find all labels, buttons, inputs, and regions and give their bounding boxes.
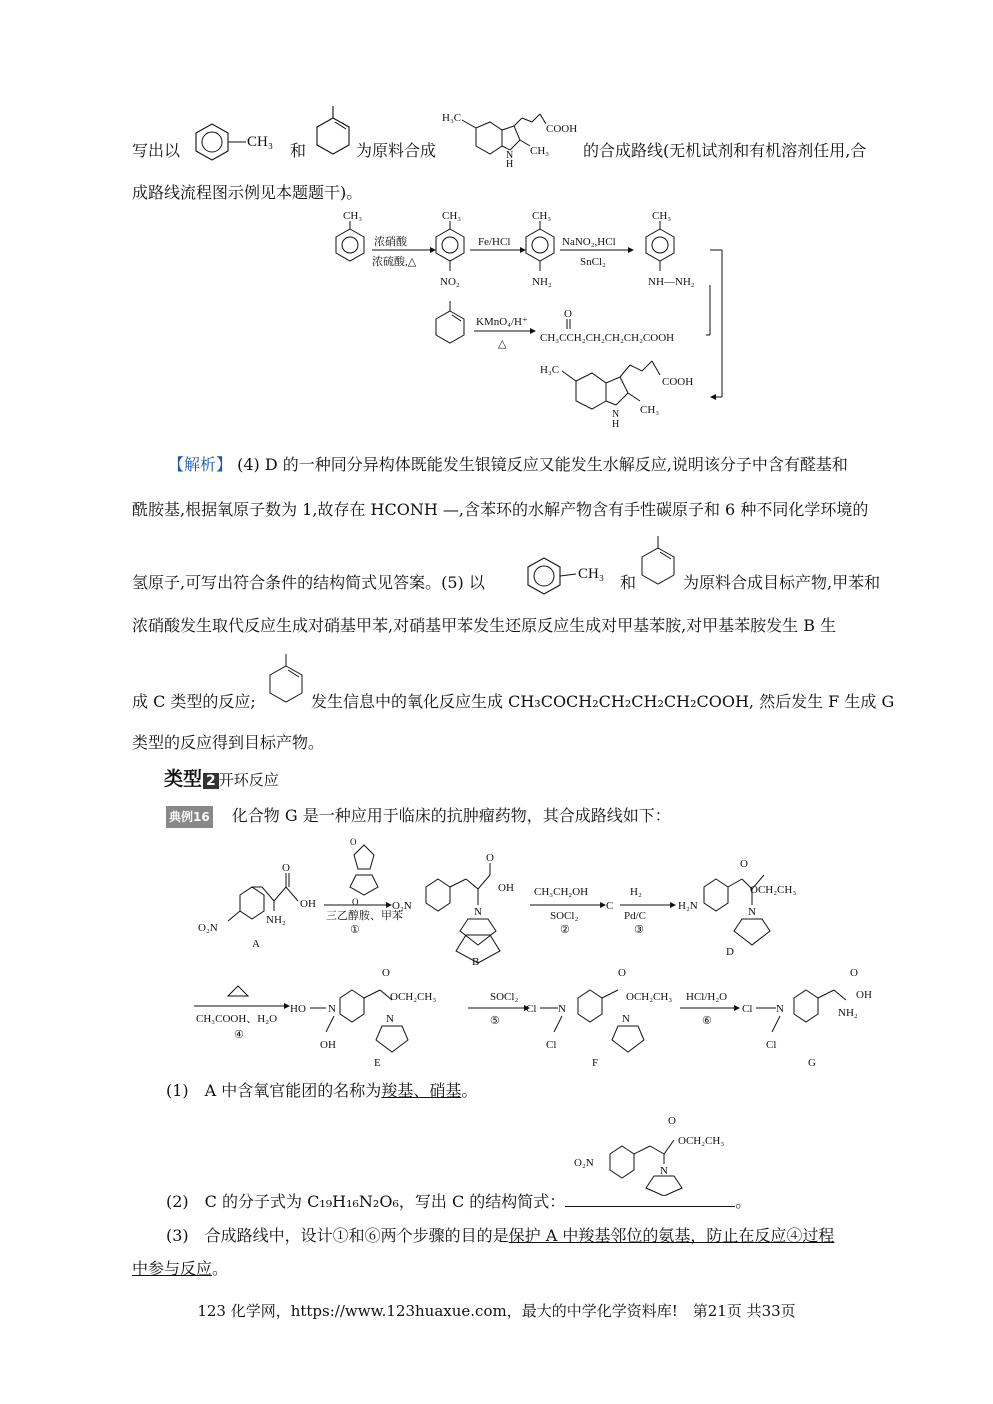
answer-structure-C: [572, 1110, 772, 1196]
question-3-end: 。: [212, 1259, 229, 1278]
step3-bottom: Pd/C: [624, 910, 647, 922]
question-1-answer: 羧基、硝基: [381, 1081, 462, 1100]
analysis-and: 和: [620, 573, 637, 592]
question-2: [166, 1192, 751, 1212]
type-heading: [164, 764, 279, 791]
route1-keto-formula: CH₃CCH₂CH₂CH₂CH₂COOH: [540, 332, 675, 344]
route1-arrow3-top: NaNO₂,HCl: [562, 236, 616, 248]
C-n: N: [660, 1165, 668, 1177]
C-o: O: [668, 1115, 676, 1127]
F-cl1: Cl: [526, 1003, 537, 1015]
intro-text-3: 的合成路线(无机试剂和有机溶剂任用,合: [583, 141, 867, 160]
indole-cooh-label: COOH: [546, 123, 578, 135]
B-o2n: O₂N: [392, 900, 412, 912]
question-1: [166, 1081, 477, 1101]
intro-text-1: 写出以: [132, 141, 181, 160]
type-heading-subtitle: 开环反应: [218, 771, 279, 789]
route1-arrow1-bottom: 浓硫酸,△: [372, 256, 417, 268]
C-och2ch3: OCH₂CH₃: [678, 1135, 725, 1147]
label-F: F: [592, 1057, 599, 1069]
route1-nh2: NH₂: [532, 276, 552, 288]
G-cl1: Cl: [742, 1003, 753, 1015]
G-cl2: Cl: [766, 1039, 777, 1051]
question-1-text: (1) A 中含氧官能团的名称为: [166, 1081, 382, 1100]
question-3-text: (3) 合成路线中，设计①和⑥两个步骤的目的是: [166, 1226, 509, 1245]
route1-prod-n: N: [612, 409, 620, 420]
label-B: B: [472, 956, 480, 968]
B-oh: OH: [498, 882, 514, 894]
analysis-line-2: 酰胺基,根据氧原子数为 1,故存在 HCONH —,含苯环的水解产物含有手性碳原子和 6 种不同化学环境的: [132, 500, 869, 519]
F-imide-n: N: [622, 1013, 630, 1025]
step2-num: ②: [560, 924, 570, 936]
question-3: [166, 1226, 834, 1246]
step5-top: SOCl₂: [490, 991, 519, 1003]
G-n: N: [776, 1003, 784, 1015]
F-o: O: [618, 967, 626, 979]
indole-h3c-label: H₃C: [442, 112, 462, 124]
page-footer: 123 化学网，https://www.123huaxue.com，最大的中学化学资料库! 第21页 共33页: [197, 1302, 796, 1320]
E-imide-n: N: [386, 1013, 394, 1025]
indole-h-label: H: [506, 159, 514, 168]
D-h2n: H₂N: [678, 900, 698, 912]
synthesis-route-1: [330, 205, 730, 435]
E-ho: HO: [290, 1003, 306, 1015]
type-heading-number: 2: [203, 773, 219, 789]
label-G: G: [808, 1057, 816, 1069]
toluene-structure: [190, 118, 280, 166]
route1-toluene-ch3: CH₃: [343, 210, 363, 222]
route1-arrow1-top: 浓硝酸: [374, 236, 407, 248]
D-n: N: [748, 906, 756, 918]
label-D: D: [726, 946, 734, 958]
route1-arrow4-top: KMnO₄/H⁺: [476, 316, 528, 328]
analysis-toluene-structure: [522, 552, 610, 598]
route1-arrow3-bottom: SnCl₂: [580, 256, 606, 268]
step4-bottom: CH₃COOH、H₂O: [196, 1013, 278, 1025]
synthesis-route-2-row-1: [190, 835, 830, 970]
A-oh: OH: [300, 898, 316, 910]
C-o2n: O₂N: [574, 1157, 594, 1169]
question-2-blank: [565, 1192, 735, 1207]
B-o: O: [486, 852, 494, 864]
example-tag: 典例16: [166, 806, 213, 828]
A-o2n: O₂N: [198, 922, 218, 934]
step4-num: ④: [234, 1029, 244, 1041]
analysis-line-3c: 为原料合成目标产物,甲苯和: [683, 573, 881, 592]
route1-prod-cooh: COOH: [662, 376, 694, 388]
E-oh: OH: [320, 1039, 336, 1051]
question-2-end: 。: [735, 1192, 752, 1211]
question-3-answer: 保护 A 中羧基邻位的氨基，防止在反应④过程: [508, 1226, 835, 1245]
route1-no2: NO₂: [440, 276, 460, 288]
example-text: 化合物 G 是一种应用于临床的抗肿瘤药物，其合成路线如下：: [231, 806, 671, 825]
indole-ch3-label: CH₃: [530, 145, 550, 157]
methylcyclohexene-structure: [313, 104, 353, 164]
D-o: O: [740, 858, 748, 870]
analysis-line-3a: 氢原子,可写出符合条件的结构简式见答案。(5) 以: [132, 573, 485, 592]
analysis-cyclohexene-structure: [638, 534, 680, 596]
intro-text-2: 为原料合成: [356, 141, 437, 160]
step6-top: HCl/H₂O: [686, 991, 728, 1003]
reagent-o1: O: [350, 837, 357, 847]
route1-hydrazine-ch3: CH₃: [652, 210, 672, 222]
analysis-line-1: (4) D 的一种同分异构体既能发生银镜反应又能发生水解反应,说明该分子中含有醛基和: [237, 455, 848, 474]
analysis-line-5b: 发生信息中的氧化反应生成 CH₃COCH₂CH₂CH₂CH₂COOH, 然后发生 F 生成 G: [311, 692, 895, 711]
route1-arrow4-bottom: △: [498, 338, 507, 350]
reagent-o2: O: [352, 897, 359, 907]
and-text: 和: [290, 141, 307, 160]
route1-prod-h: H: [612, 419, 620, 430]
intro-text-4: 成路线流程图示例见本题题干)。: [132, 183, 363, 202]
A-nh2: NH₂: [266, 914, 286, 926]
route1-keto-o: O: [564, 308, 572, 320]
F-och2ch3: OCH₂CH₃: [626, 991, 673, 1003]
synthesis-route-2-row-2: [186, 966, 886, 1071]
question-3-answer-2: 中参与反应: [132, 1259, 213, 1278]
route1-nhnh2: NH—NH₂: [648, 276, 695, 288]
route1-toluidine-ch3: CH₃: [532, 210, 552, 222]
label-E: E: [374, 1057, 381, 1069]
label-C: C: [606, 900, 614, 912]
step2-top: CH₃CH₂OH: [534, 886, 589, 898]
G-o: O: [850, 967, 858, 979]
step5-num: ⑤: [490, 1015, 500, 1027]
A-o: O: [282, 862, 290, 874]
F-n: N: [558, 1003, 566, 1015]
route1-nitrotoluene-ch3: CH₃: [442, 210, 462, 222]
analysis-line-5a: 成 C 类型的反应;: [132, 692, 256, 711]
target-indole-structure: [442, 110, 582, 168]
type-heading-title: 类型: [164, 768, 203, 790]
step3-top: H₂: [630, 886, 642, 898]
step1-bottom: 三乙醇胺、甲苯: [326, 910, 403, 922]
D-och2ch3: OCH₂CH₃: [750, 884, 797, 896]
G-nh2: NH₂: [838, 1007, 858, 1019]
route1-prod-h3c: H₃C: [540, 364, 560, 376]
step6-num: ⑥: [702, 1015, 712, 1027]
E-n: N: [328, 1003, 336, 1015]
analysis-line-4: 浓硝酸发生取代反应生成对硝基甲苯,对硝基甲苯发生还原反应生成对甲基苯胺,对甲基苯胺发生 B 生: [132, 616, 837, 635]
analysis-toluene-ch3: CH₃: [578, 566, 605, 582]
route1-arrow2-top: Fe/HCl: [478, 236, 511, 248]
G-oh: OH: [856, 989, 872, 1001]
B-n: N: [474, 906, 482, 918]
analysis-tag: 【解析】: [168, 455, 233, 474]
indole-n-label: N: [506, 150, 514, 161]
toluene-ch3-label: CH₃: [247, 134, 274, 150]
step2-bottom: SOCl₂: [550, 910, 579, 922]
F-cl2: Cl: [546, 1039, 557, 1051]
label-A: A: [252, 938, 260, 950]
question-2-text: (2) C 的分子式为 C₁₉H₁₆N₂O₆，写出 C 的结构简式：: [166, 1192, 566, 1211]
E-o: O: [382, 967, 390, 979]
question-1-end: 。: [461, 1081, 478, 1100]
E-och2ch3: OCH₂CH₃: [390, 991, 437, 1003]
analysis-line-6: 类型的反应得到目标产物。: [132, 733, 325, 752]
route1-prod-ch3: CH₃: [640, 404, 660, 416]
analysis-cyclohexene-structure-2: [266, 652, 308, 714]
question-3-line-2: [132, 1259, 228, 1279]
step3-num: ③: [634, 924, 644, 936]
step1-num: ①: [350, 924, 360, 936]
